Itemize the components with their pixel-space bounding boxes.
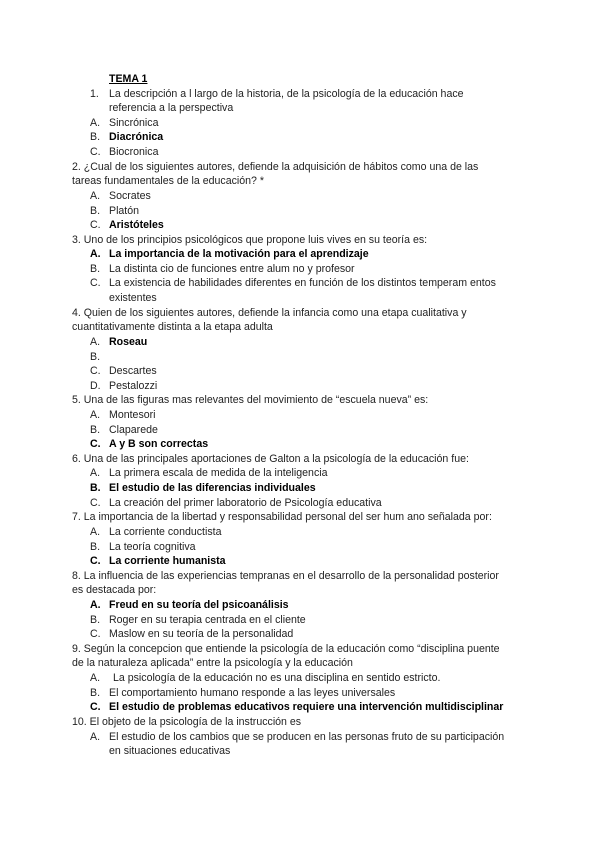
q4-option-c-mark: C. [90, 365, 101, 377]
q9-text-line2: de la naturaleza aplicada” entre la psicología y la educación [72, 657, 353, 669]
q8-option-a-mark: A. [90, 599, 101, 611]
q9-option-a: La psicología de la educación no es una disciplina en sentido estricto. [113, 672, 441, 684]
q5-option-a: Montesori [109, 409, 156, 421]
q3-option-c: La existencia de habilidades diferentes en función de los distintos temperam entos [109, 277, 496, 289]
q1-option-c: Biocronica [109, 146, 159, 158]
q2-text-line1: 2. ¿Cual de los siguientes autores, defiende la adquisición de hábitos como una de las [72, 161, 479, 173]
q6-option-b-mark: B. [90, 482, 101, 494]
q1-option-a: Sincrónica [109, 117, 159, 129]
q4-option-d: Pestalozzi [109, 380, 158, 392]
q8-option-a: Freud en su teoría del psicoanálisis [109, 599, 289, 611]
q2-option-c: Aristóteles [109, 219, 164, 231]
q1-option-b: Diacrónica [109, 131, 164, 143]
q7-text-line1: 7. La importancia de la libertad y responsabilidad personal del ser hum ano señalada por: [72, 511, 492, 523]
q2-option-b: Platón [109, 205, 140, 217]
q8-text-line1: 8. La influencia de las experiencias tempranas en el desarrollo de la personalidad posterior [72, 570, 499, 582]
q2-text-line2: tareas fundamentales de la educación? * [72, 175, 264, 187]
q6-option-a-mark: A. [90, 467, 101, 479]
q1-text-line2: referencia a la perspectiva [109, 102, 234, 114]
q4-option-c: Descartes [109, 365, 157, 377]
q1-option-b-mark: B. [90, 131, 101, 143]
q9-option-c-mark: C. [90, 701, 101, 713]
q4-option-a-mark: A. [90, 336, 101, 348]
q8-option-b-mark: B. [90, 614, 101, 626]
q3-option-a-mark: A. [90, 248, 101, 260]
q2-option-a-mark: A. [90, 190, 101, 202]
q7-option-b-mark: B. [90, 541, 101, 553]
q5-option-c: A y B son correctas [109, 438, 209, 450]
q5-option-a-mark: A. [90, 409, 101, 421]
q3-option-b-mark: B. [90, 263, 101, 275]
q7-option-b: La teoría cognitiva [109, 541, 196, 553]
q9-option-b: El comportamiento humano responde a las leyes universales [109, 687, 396, 699]
page-title: TEMA 1 [109, 73, 148, 85]
q10-option-a-mark: A. [90, 731, 101, 743]
q6-option-a: La primera escala de medida de la inteligencia [109, 467, 328, 479]
q9-option-b-mark: B. [90, 687, 101, 699]
q6-option-c: La creación del primer laboratorio de Psicología educativa [109, 497, 382, 509]
q9-option-c: El estudio de problemas educativos requiere una intervención multidisciplinar [109, 701, 504, 713]
q10-text-line1: 10. El objeto de la psicología de la instrucción es [72, 716, 302, 728]
q8-text-line2: es destacada por: [72, 584, 157, 596]
q10-option-a-cont: en situaciones educativas [109, 745, 231, 757]
q2-option-b-mark: B. [90, 205, 101, 217]
q3-option-a: La importancia de la motivación para el aprendizaje [109, 248, 369, 260]
q4-text-line2: cuantitativamente distinta a la etapa adulta [72, 321, 273, 333]
q8-option-c-mark: C. [90, 628, 101, 640]
q6-option-c-mark: C. [90, 497, 101, 509]
q3-option-c-cont: existentes [109, 292, 157, 304]
q6-text-line1: 6. Una de las principales aportaciones de Galton a la psicología de la educación fue: [72, 453, 469, 465]
q7-option-a-mark: A. [90, 526, 101, 538]
q3-option-c-mark: C. [90, 277, 101, 289]
q7-option-a: La corriente conductista [109, 526, 222, 538]
q8-option-c: Maslow en su teoría de la personalidad [109, 628, 294, 640]
q1-option-a-mark: A. [90, 117, 101, 129]
q3-option-b: La distinta cio de funciones entre alum no y profesor [109, 263, 355, 275]
q9-option-a-mark: A. [90, 672, 101, 684]
q1-option-c-mark: C. [90, 146, 101, 158]
q1-text-line1: La descripción a l largo de la historia, de la psicología de la educación hace [109, 88, 464, 100]
q4-option-b-mark: B. [90, 351, 101, 363]
q3-text-line1: 3. Uno de los principios psicológicos que propone luis vives en su teoría es: [72, 234, 428, 246]
q7-option-c-mark: C. [90, 555, 101, 567]
q6-option-b: El estudio de las diferencias individuales [109, 482, 316, 494]
q5-option-b-mark: B. [90, 424, 101, 436]
q5-option-c-mark: C. [90, 438, 101, 450]
q2-option-a: Socrates [109, 190, 151, 202]
q7-option-c: La corriente humanista [109, 555, 226, 567]
q5-option-b: Claparede [109, 424, 158, 436]
q5-text-line1: 5. Una de las figuras mas relevantes del movimiento de “escuela nueva” es: [72, 394, 429, 406]
q1-number: 1. [90, 88, 99, 100]
q4-option-d-mark: D. [90, 380, 101, 392]
q2-option-c-mark: C. [90, 219, 101, 231]
q9-text-line1: 9. Según la concepcion que entiende la psicología de la educación como “disciplina puente [72, 643, 500, 655]
q10-option-a: El estudio de los cambios que se producen en las personas fruto de su participación [109, 731, 505, 743]
q4-text-line1: 4. Quien de los siguientes autores, defiende la infancia como una etapa cualitativa y [72, 307, 467, 319]
q8-option-b: Roger en su terapia centrada en el cliente [109, 614, 306, 626]
q4-option-a: Roseau [109, 336, 148, 348]
